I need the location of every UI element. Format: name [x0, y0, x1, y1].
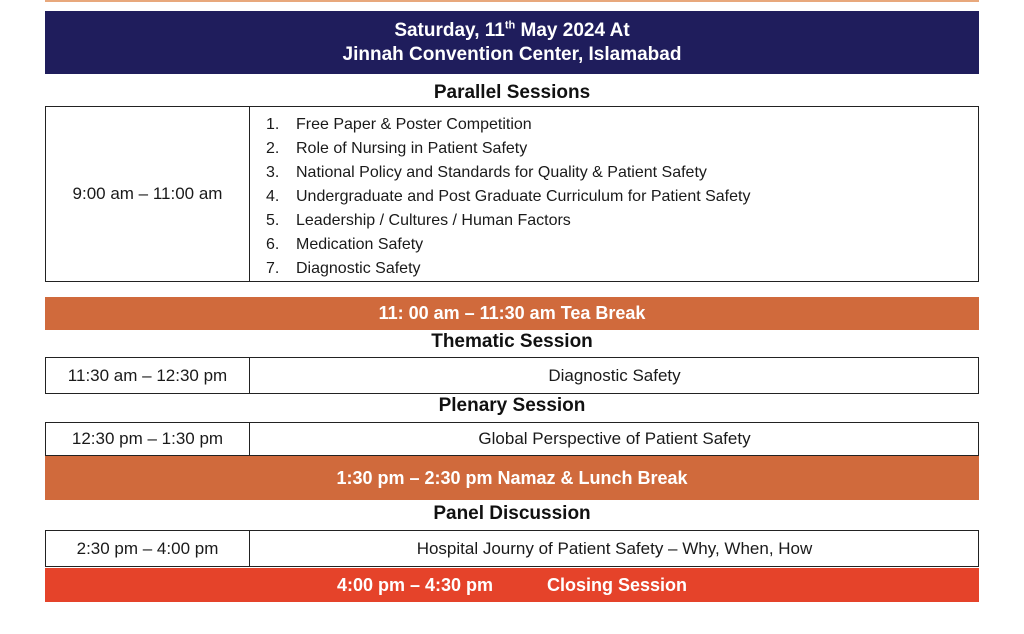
- event-venue: Jinnah Convention Center, Islamabad: [342, 43, 682, 65]
- parallel-session-item: [266, 233, 750, 257]
- parallel-session-label: Leadership / Cultures / Human Factors: [296, 212, 571, 229]
- parallel-session-number: 3.: [266, 164, 280, 181]
- parallel-session-item: [266, 257, 750, 281]
- thematic-session-topic: Diagnostic Safety: [548, 365, 681, 385]
- parallel-session-label: Diagnostic Safety: [296, 260, 421, 277]
- lunch-break-bar: 1:30 pm – 2:30 pm Namaz & Lunch Break: [45, 456, 979, 500]
- closing-session-time: 4:00 pm – 4:30 pm: [336, 574, 494, 595]
- event-header-banner: [45, 11, 979, 74]
- parallel-session-number: 1.: [266, 116, 280, 133]
- parallel-session-number: 6.: [266, 236, 280, 253]
- top-divider: [45, 0, 979, 2]
- thematic-session-row: [45, 357, 979, 394]
- thematic-session-title: Thematic Session: [431, 331, 593, 352]
- parallel-session-number: 5.: [266, 212, 280, 229]
- plenary-session-row: [45, 422, 979, 456]
- panel-discussion-topic: Hospital Journy of Patient Safety – Why, When, How: [416, 538, 813, 558]
- parallel-session-item: [266, 185, 750, 209]
- parallel-session-item: [266, 137, 750, 161]
- parallel-session-label: Undergraduate and Post Graduate Curriculum for Patient Safety: [296, 188, 751, 205]
- parallel-session-label: Role of Nursing in Patient Safety: [296, 140, 528, 157]
- panel-discussion-title: Panel Discussion: [433, 503, 591, 524]
- parallel-session-item: [266, 209, 750, 233]
- parallel-session-label: Free Paper & Poster Competition: [296, 116, 532, 133]
- plenary-session-time: 12:30 pm – 1:30 pm: [46, 423, 250, 455]
- plenary-session-topic: Global Perspective of Patient Safety: [478, 429, 751, 448]
- parallel-session-number: 4.: [266, 188, 280, 205]
- panel-discussion-time: 2:30 pm – 4:00 pm: [46, 531, 250, 566]
- parallel-session-item: [266, 161, 750, 185]
- parallel-session-item: [266, 113, 750, 137]
- plenary-session-title: Plenary Session: [438, 395, 586, 416]
- parallel-session-number: 2.: [266, 140, 280, 157]
- event-date: Saturday, 11th May 2024 At: [394, 19, 630, 41]
- thematic-session-time: 11:30 am – 12:30 pm: [46, 358, 250, 393]
- parallel-sessions-list: [266, 113, 750, 281]
- closing-session-bar: [45, 568, 979, 602]
- closing-session-label: Closing Session: [547, 574, 688, 595]
- panel-discussion-row: [45, 530, 979, 567]
- parallel-session-label: National Policy and Standards for Quality & Patient Safety: [296, 164, 707, 181]
- parallel-sessions-title: Parallel Sessions: [433, 82, 591, 103]
- parallel-session-number: 7.: [266, 260, 280, 277]
- parallel-sessions-time: 9:00 am – 11:00 am: [46, 107, 250, 281]
- parallel-session-label: Medication Safety: [296, 236, 424, 253]
- tea-break-bar: 11: 00 am – 11:30 am Tea Break: [45, 297, 979, 330]
- parallel-sessions-row: [45, 106, 979, 282]
